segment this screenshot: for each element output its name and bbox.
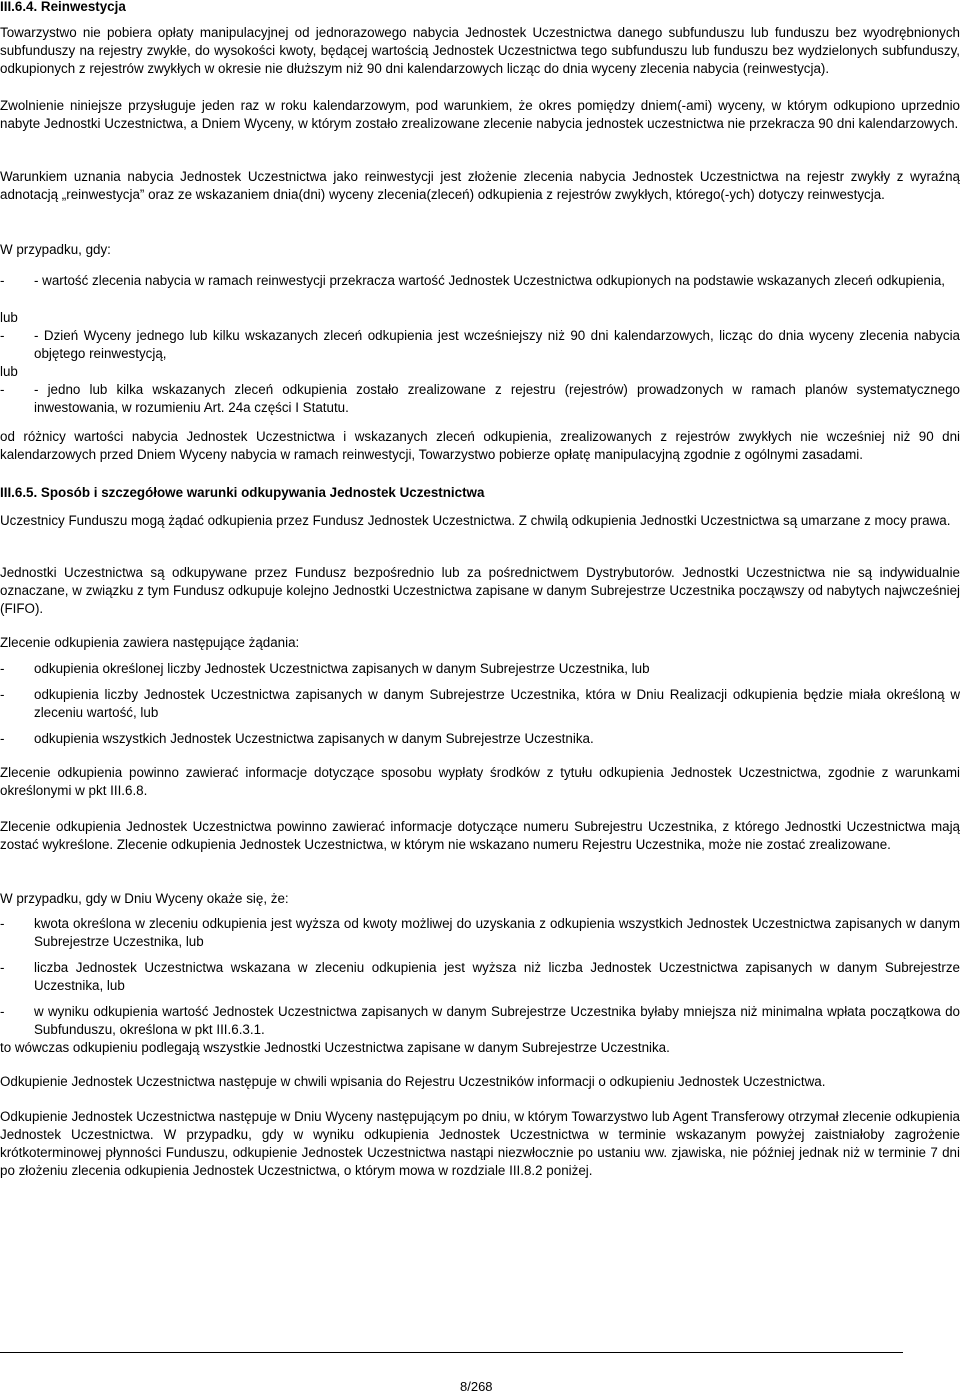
paragraph: Warunkiem uznania nabycia Jednostek Uczestnictwa jako reinwestycji jest złożenie zlecenia nabycia Jednostek Uczestnictwa na rejestr zwykły z wyraźną adnotacją „reinwestycja” oraz ze wskazaniem dnia(dni) wyceny zlecenia(zleceń) odkupienia z rejestrów zwykłych, którego(-ych) dotyczy reinwestycja. <box>0 169 960 202</box>
paragraph: to wówczas odkupieniu podlegają wszystkie Jednostki Uczestnictwa zapisane w danym Subrejestrze Uczestnika. <box>0 1040 670 1055</box>
list-dash: - <box>0 382 5 397</box>
paragraph: W przypadku, gdy: <box>0 242 111 257</box>
list-item-text: odkupienia liczby Jednostek Uczestnictwa zapisanych w danym Subrejestrze Uczestnika, która w Dniu Realizacji odkupienia będzie miała określoną w zleceniu wartość, lub <box>34 687 960 720</box>
paragraph: od różnicy wartości nabycia Jednostek Uczestnictwa i wskazanych zleceń odkupienia, zrealizowanych z rejestrów zwykłych nie wcześniej niż 90 dni kalendarzowych przed Dniem Wyceny nabycia w ramach reinwestycji, Towarzystwo pobierze opłatę manipulacyjną zgodnie z ogólnymi zasadami. <box>0 429 960 462</box>
list-item-text: odkupienia wszystkich Jednostek Uczestnictwa zapisanych w danym Subrejestrze Uczestnika. <box>34 731 594 746</box>
paragraph: Zlecenie odkupienia zawiera następujące żądania: <box>0 635 300 650</box>
list-item-text: - wartość zlecenia nabycia w ramach reinwestycji przekracza wartość Jednostek Uczestnictwa odkupionych na podstawie wskazanych zleceń odkupienia, <box>34 273 945 288</box>
paragraph: Towarzystwo nie pobiera opłaty manipulacyjnej od jednorazowego nabycia Jednostek Uczestnictwa danego subfunduszu lub funduszu bez wyodrębnionych subfunduszy na rejestry zwykłe, do wysokości kwoty, będącej wartością Jednostek Uczestnictwa tego subfunduszu lub funduszu bez wydzielonych subfunduszy, odkupionych z rejestrów zwykłych w okresie nie dłuższym niż 90 dni kalendarzowych licząc do dnia wyceny zlecenia nabycia (reinwestycja). <box>0 25 960 76</box>
paragraph: Jednostki Uczestnictwa są odkupywane przez Fundusz bezpośrednio lub za pośrednictwem Dystrybutorów. Jednostki Uczestnictwa nie są indywidualnie oznaczane, w związku z tym Fundusz odkupuje kolejno Jednostki Uczestnictwa zapisane w danym Subrejestrze Uczestnika począwszy od nabytych najwcześniej (FIFO). <box>0 565 960 616</box>
list-separator <box>0 309 960 327</box>
footer-rule <box>0 1352 903 1353</box>
list-dash: - <box>0 1004 5 1019</box>
list-dash: - <box>0 661 5 676</box>
paragraph: Zlecenie odkupienia Jednostek Uczestnictwa powinno zawierać informacje dotyczące numeru Subrejestru Uczestnika, z którego Jednostki Uczestnictwa mają zostać wykreślone. Zlecenie odkupienia Jednostek Uczestnictwa, w którym nie wskazano numeru Rejestru Uczestnika, może nie zostać zrealizowane. <box>0 819 960 852</box>
separator-lub: lub <box>0 364 18 379</box>
separator-lub: lub <box>0 310 18 325</box>
section-title-reinwestycja: III.6.4. Reinwestycja <box>0 0 126 14</box>
list-dash: - <box>0 731 5 746</box>
list-item-text: odkupienia określonej liczby Jednostek Uczestnictwa zapisanych w danym Subrejestrze Uczestnika, lub <box>34 661 650 676</box>
paragraph: Odkupienie Jednostek Uczestnictwa następuje w Dniu Wyceny następującym po dniu, w którym Towarzystwo lub Agent Transferowy otrzymał zlecenie odkupienia Jednostek Uczestnictwa. W przypadku, gdy w wyniku odkupienia Jednostek Uczestnictwa w terminie wskazanym powyżej zaistniałoby zagrożenie krótkoterminowej płynności Funduszu, odkupienie Jednostek Uczestnictwa nastąpi niezwłocznie po ustaniu ww. zjawiska, nie później jednak niż w terminie 7 dni po złożeniu zlecenia odkupienia Jednostek Uczestnictwa, o którym mowa w rozdziale III.8.2 poniżej. <box>0 1109 960 1178</box>
paragraph: Zlecenie odkupienia powinno zawierać informacje dotyczące sposobu wypłaty środków z tytułu odkupienia Jednostek Uczestnictwa, zgodnie z warunkami określonymi w pkt III.6.8. <box>0 765 960 798</box>
list-item-text: kwota określona w zleceniu odkupienia jest wyższa od kwoty możliwej do uzyskania z odkupienia wszystkich Jednostek Uczestnictwa zapisanych w danym Subrejestrze Uczestnika, lub <box>34 916 960 949</box>
section-title-odkupywanie: III.6.5. Sposób i szczegółowe warunki odkupywania Jednostek Uczestnictwa <box>0 485 485 500</box>
list-dash: - <box>0 273 5 288</box>
list-item-text: - jedno lub kilka wskazanych zleceń odkupienia zostało zrealizowane z rejestru (rejestrów) prowadzonych w ramach planów systematycznego inwestowania, w rozumieniu Art. 24a części I Statutu. <box>34 382 960 415</box>
list-item-text: liczba Jednostek Uczestnictwa wskazana w zleceniu odkupienia jest wyższa niż liczba Jednostek Uczestnictwa zapisanych w danym Subrejestrze Uczestnika, lub <box>34 960 960 993</box>
paragraph: Odkupienie Jednostek Uczestnictwa następuje w chwili wpisania do Rejestru Uczestników informacji o odkupieniu Jednostek Uczestnictwa. <box>0 1074 826 1089</box>
list-dash: - <box>0 328 5 343</box>
list-dash: - <box>0 916 5 931</box>
list-item-text: - Dzień Wyceny jednego lub kilku wskazanych zleceń odkupienia jest wcześniejszy niż 90 dni kalendarzowych, licząc do dnia wyceny zlecenia nabycia objętego reinwestycją, <box>34 328 960 361</box>
list-item-text: w wyniku odkupienia wartość Jednostek Uczestnictwa zapisanych w danym Subrejestrze Uczestnika byłaby mniejsza niż minimalna wpłata początkowa do Subfunduszu, określona w pkt III.6.3.1. <box>34 1004 960 1037</box>
paragraph: W przypadku, gdy w Dniu Wyceny okaże się, że: <box>0 891 289 906</box>
page-number: 8/268 <box>460 1379 493 1394</box>
list-dash: - <box>0 960 5 975</box>
list-separator <box>0 363 960 381</box>
paragraph: Uczestnicy Funduszu mogą żądać odkupienia przez Fundusz Jednostek Uczestnictwa. Z chwilą odkupienia Jednostki Uczestnictwa są umarzane z mocy prawa. <box>0 513 951 528</box>
paragraph: Zwolnienie niniejsze przysługuje jeden raz w roku kalendarzowym, pod warunkiem, że okres pomiędzy dniem(-ami) wyceny, w którym odkupiono uprzednio nabyte Jednostki Uczestnictwa, a Dniem Wyceny, w którym zostało zrealizowane zlecenie nabycia jednostek uczestnictwa nie przekracza 90 dni kalendarzowych. <box>0 98 960 131</box>
list-dash: - <box>0 687 5 702</box>
